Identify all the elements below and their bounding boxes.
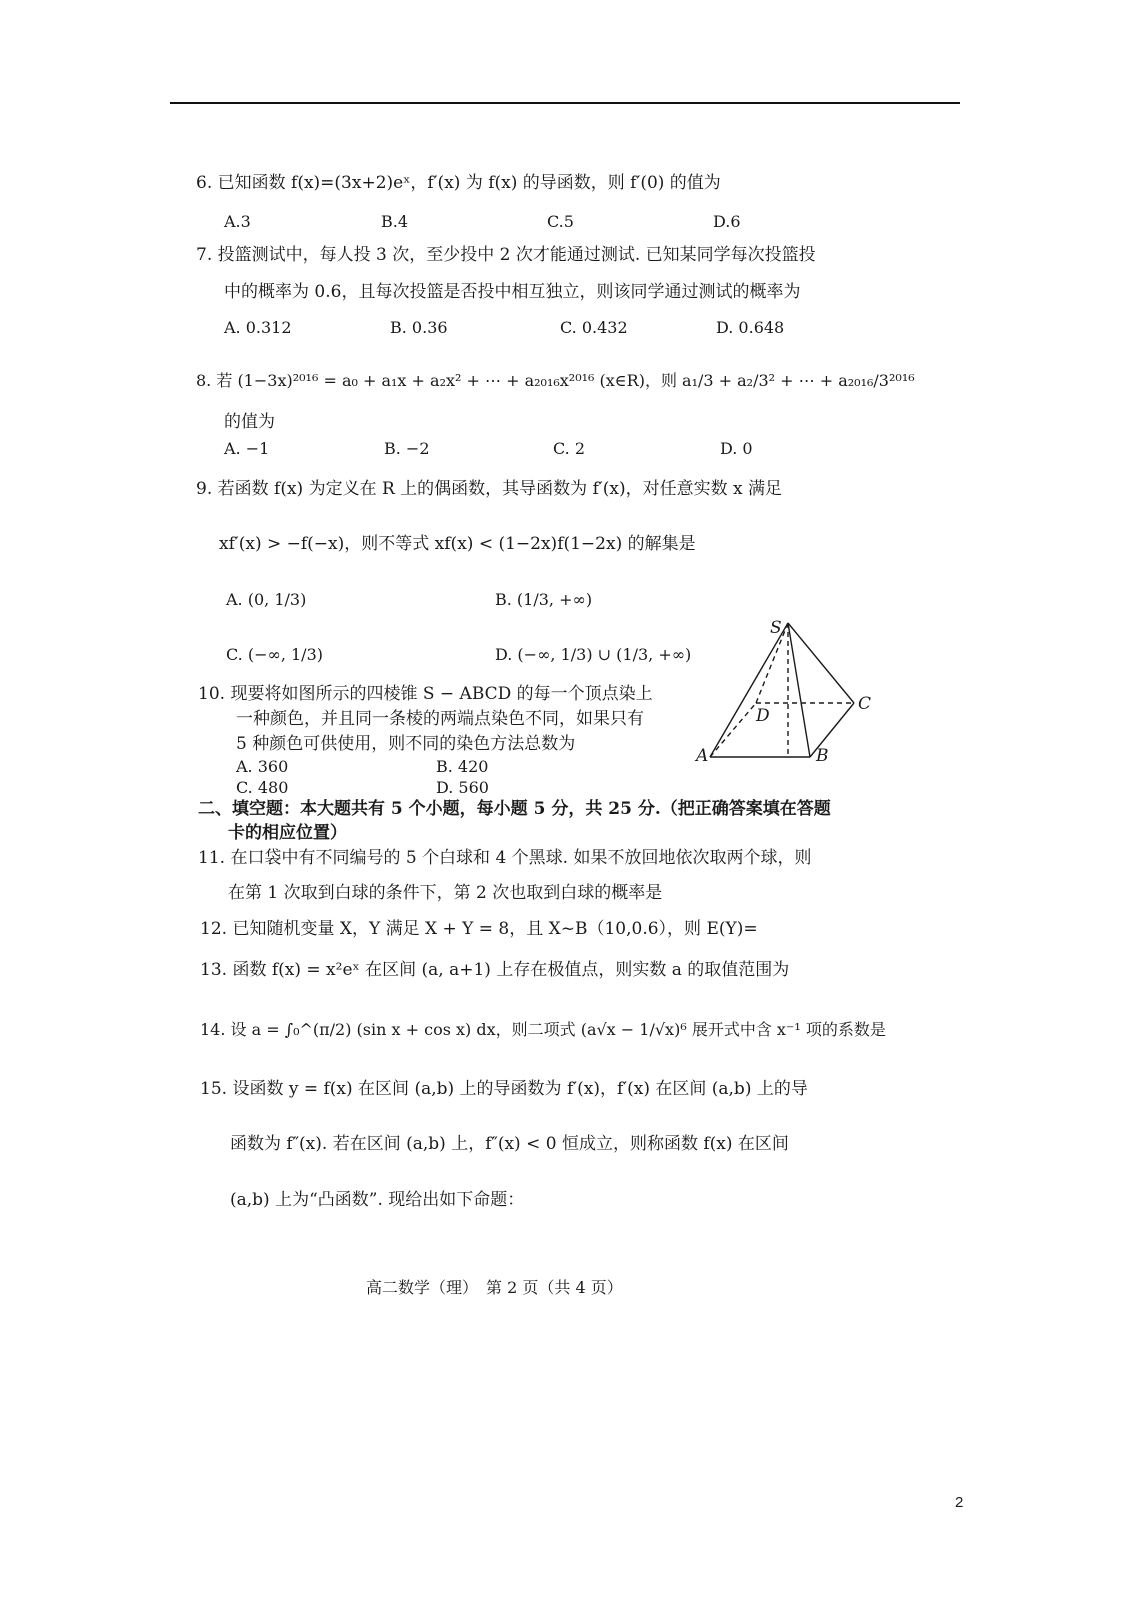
vertex-label-a: A xyxy=(696,746,709,766)
q7-option-c: C. 0.432 xyxy=(560,318,628,337)
page-number: 2 xyxy=(955,1494,964,1511)
section-2-heading-line-2: 卡的相应位置） xyxy=(228,823,347,843)
q8-option-c: C. 2 xyxy=(553,439,586,458)
vertex-label-s: S xyxy=(770,618,782,638)
question-7-line-1: 7. 投篮测试中，每人投 3 次，至少投中 2 次才能通过测试. 已知某同学每次投篮投 xyxy=(196,245,816,265)
q6-option-a: A.3 xyxy=(224,212,251,231)
question-13: 13. 函数 f(x) = x²eˣ 在区间 (a, a+1) 上存在极值点，则实数 a 的取值范围为 xyxy=(200,960,790,980)
edge-sc xyxy=(788,623,854,703)
question-9-line-2: xf′(x) > −f(−x)，则不等式 xf(x) < (1−2x)f(1−2x) 的解集是 xyxy=(219,534,696,554)
q9-option-d: D. (−∞, 1/3) ∪ (1/3, +∞) xyxy=(495,645,692,664)
vertex-label-c: C xyxy=(858,694,872,714)
question-8-line-2: 的值为 xyxy=(224,412,275,432)
edge-sa xyxy=(710,623,788,757)
question-12: 12. 已知随机变量 X，Y 满足 X + Y = 8，且 X~B（10,0.6），则 E(Y)= xyxy=(200,919,758,939)
question-10-line-3: 5 种颜色可供使用，则不同的染色方法总数为 xyxy=(236,734,576,754)
q6-option-c: C.5 xyxy=(547,212,574,231)
q10-option-b: B. 420 xyxy=(436,757,489,776)
header-rule xyxy=(170,102,960,104)
question-6: 6. 已知函数 f(x)=(3x+2)eˣ，f′(x) 为 f(x) 的导函数，则 f′(0) 的值为 xyxy=(196,173,721,193)
question-9-line-1: 9. 若函数 f(x) 为定义在 R 上的偶函数，其导函数为 f′(x)，对任意实数 x 满足 xyxy=(196,479,782,499)
q8-option-d: D. 0 xyxy=(720,439,753,458)
q10-option-d: D. 560 xyxy=(436,778,489,797)
q7-option-a: A. 0.312 xyxy=(224,318,292,337)
q9-option-b: B. (1/3, +∞) xyxy=(495,590,593,609)
q9-option-c: C. (−∞, 1/3) xyxy=(226,645,323,664)
question-11-line-2: 在第 1 次取到白球的条件下，第 2 次也取到白球的概率是 xyxy=(228,883,663,903)
pyramid-figure xyxy=(696,615,890,775)
question-14: 14. 设 a = ∫₀^(π/2) (sin x + cos x) dx，则二项式 (a√x − 1/√x)⁶ 展开式中含 x⁻¹ 项的系数是 xyxy=(200,1020,886,1039)
vertex-label-b: B xyxy=(816,746,829,766)
q9-option-a: A. (0, 1/3) xyxy=(226,590,307,609)
q8-option-b: B. −2 xyxy=(384,439,430,458)
q6-option-d: D.6 xyxy=(713,212,741,231)
section-2-heading-line-1: 二、填空题：本大题共有 5 个小题，每小题 5 分，共 25 分.（把正确答案填在答题 xyxy=(198,799,831,819)
question-7-line-2: 中的概率为 0.6，且每次投篮是否投中相互独立，则该同学通过测试的概率为 xyxy=(224,282,801,302)
q6-option-b: B.4 xyxy=(381,212,409,231)
question-15-line-1: 15. 设函数 y = f(x) 在区间 (a,b) 上的导函数为 f′(x)，f′(x) 在区间 (a,b) 上的导 xyxy=(200,1079,808,1099)
question-8-line-1: 8. 若 (1−3x)²⁰¹⁶ = a₀ + a₁x + a₂x² + ⋯ + a₂₀₁₆x²⁰¹⁶ (x∈R)，则 a₁/3 + a₂/3² + ⋯ + a₂₀₁₆/3²⁰¹⁶ xyxy=(196,371,915,390)
question-15-line-3: (a,b) 上为“凸函数”. 现给出如下命题： xyxy=(230,1190,525,1210)
q10-option-a: A. 360 xyxy=(236,757,289,776)
q7-option-d: D. 0.648 xyxy=(716,318,785,337)
question-11-line-1: 11. 在口袋中有不同编号的 5 个白球和 4 个黑球. 如果不放回地依次取两个球，则 xyxy=(198,848,812,868)
question-10-line-2: 一种颜色，并且同一条棱的两端点染色不同，如果只有 xyxy=(236,709,644,729)
edge-ad-hidden xyxy=(710,703,756,757)
q10-option-c: C. 480 xyxy=(236,778,289,797)
page-footer: 高二数学（理） 第 2 页（共 4 页） xyxy=(366,1278,623,1297)
q8-option-a: A. −1 xyxy=(224,439,270,458)
vertex-label-d: D xyxy=(756,706,770,726)
q7-option-b: B. 0.36 xyxy=(390,318,448,337)
question-15-line-2: 函数为 f″(x). 若在区间 (a,b) 上，f″(x) < 0 恒成立，则称函数 f(x) 在区间 xyxy=(230,1134,789,1154)
edge-sb xyxy=(788,623,810,757)
question-10-line-1: 10. 现要将如图所示的四棱锥 S − ABCD 的每一个顶点染上 xyxy=(198,684,653,704)
